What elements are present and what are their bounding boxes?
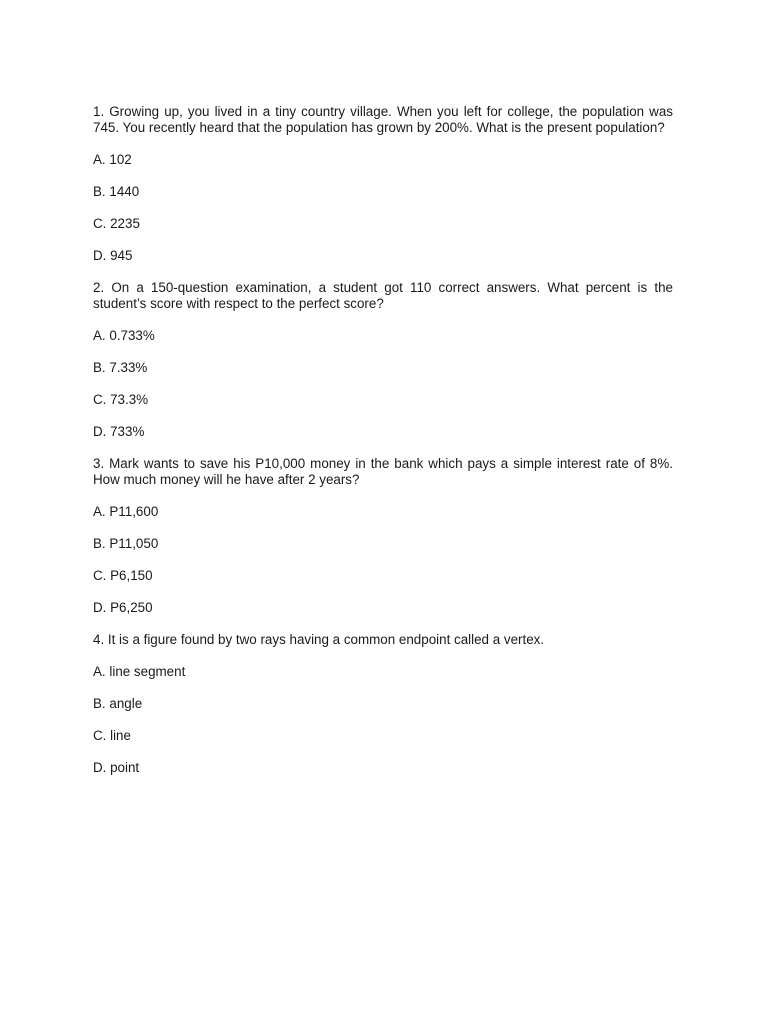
choice-b: B. angle (93, 696, 143, 711)
question-1 (93, 104, 673, 264)
choice-c: C. 73.3% (93, 392, 149, 407)
choice-b: B. 1440 (93, 184, 140, 199)
question-text: 3. Mark wants to save his P10,000 money in the bank which pays a simple interest rate of 8%. How much money will he have after 2 years? (93, 456, 673, 487)
choice-d: D. point (93, 760, 140, 775)
choice-b: B. 7.33% (93, 360, 148, 375)
choice-d: D. P6,250 (93, 600, 153, 615)
choice-c: C. 2235 (93, 216, 140, 231)
question-4 (93, 632, 673, 776)
choice-a: A. P11,600 (93, 504, 159, 519)
document-page (93, 104, 673, 776)
choice-a: A. line segment (93, 664, 186, 679)
question-2 (93, 280, 673, 440)
question-text: 1. Growing up, you lived in a tiny country village. When you left for college, the population was 745. You recently heard that the population has grown by 200%. What is the present population? (93, 104, 673, 135)
choice-a: A. 0.733% (93, 328, 155, 343)
question-3 (93, 456, 673, 616)
choice-c: C. line (93, 728, 131, 743)
choice-a: A. 102 (93, 152, 132, 167)
choice-c: C. P6,150 (93, 568, 153, 583)
choice-b: B. P11,050 (93, 536, 159, 551)
question-text: 4. It is a figure found by two rays having a common endpoint called a vertex. (93, 632, 545, 647)
choice-d: D. 733% (93, 424, 145, 439)
question-text: 2. On a 150-question examination, a student got 110 correct answers. What percent is the student’s score with respect to the perfect score? (93, 280, 673, 311)
choice-d: D. 945 (93, 248, 133, 263)
